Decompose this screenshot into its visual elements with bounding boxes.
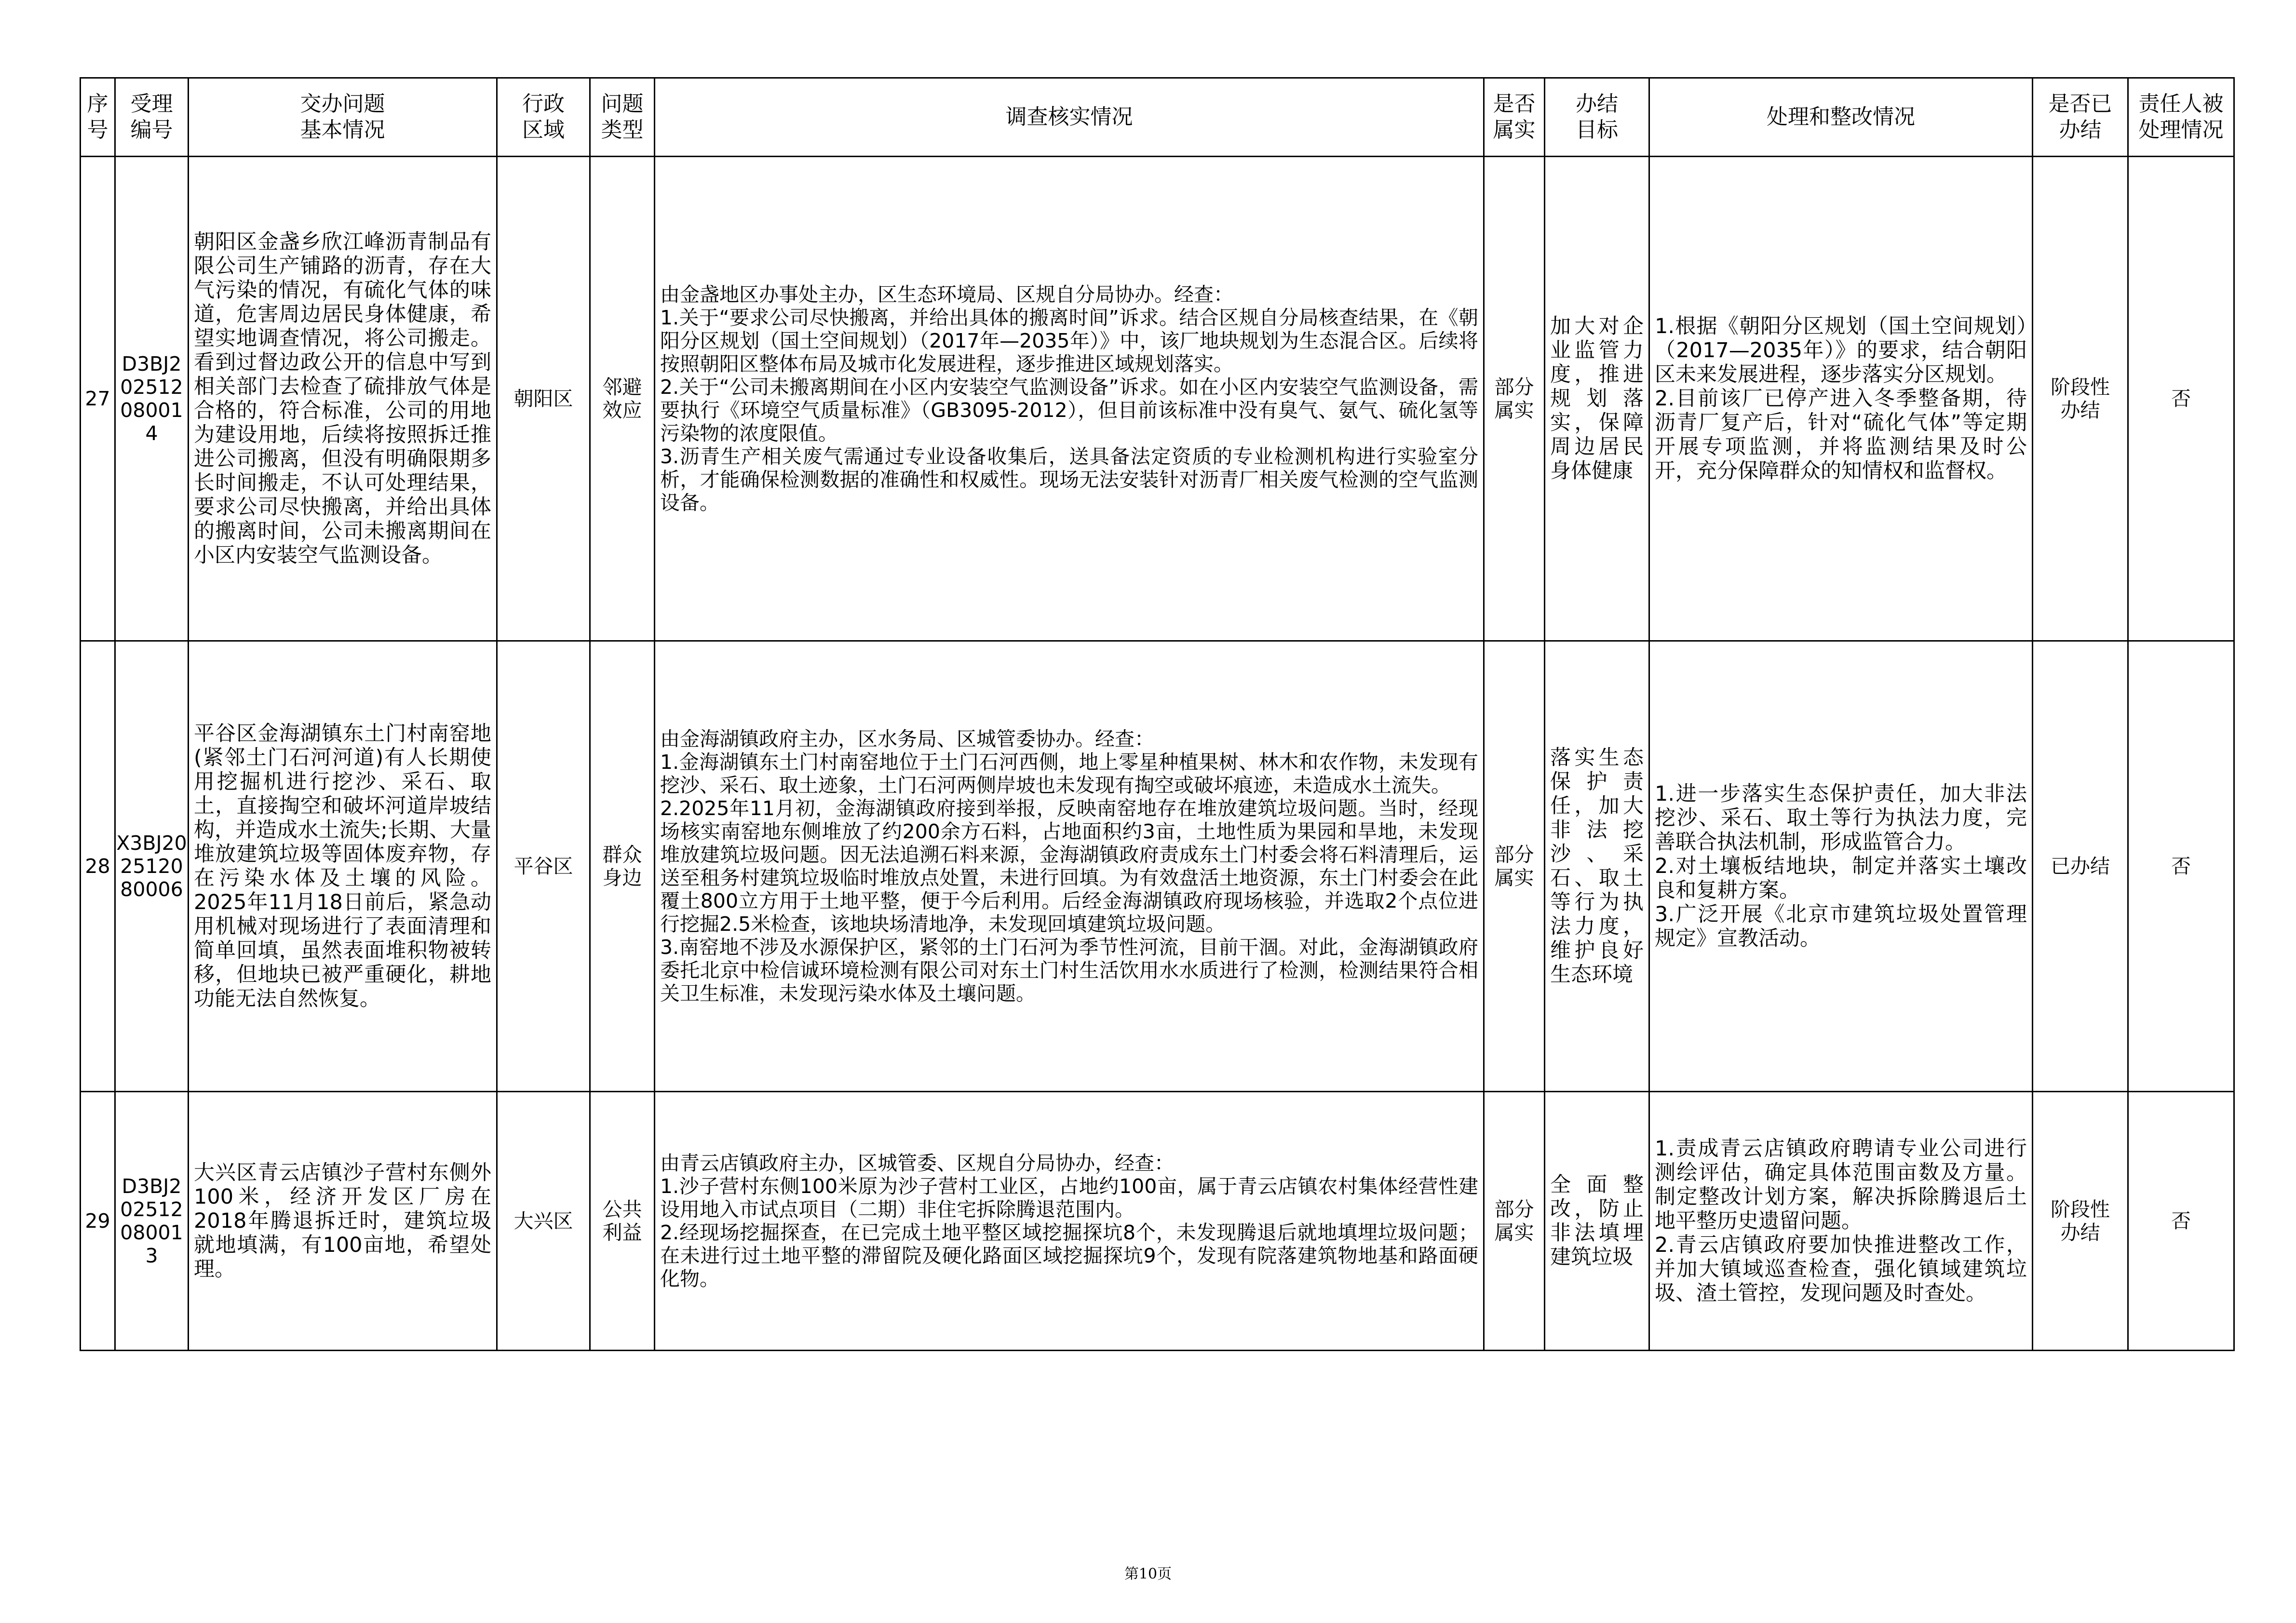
row-goal xyxy=(1545,1092,1649,1351)
row-district: 平谷区 xyxy=(497,641,590,1092)
page-number: 第10页 xyxy=(1124,1566,1172,1583)
row-goal xyxy=(1545,157,1649,641)
row-investigation xyxy=(655,1092,1484,1351)
row-issue xyxy=(189,641,497,1092)
row-seq: 27 xyxy=(81,157,115,641)
row-punishment: 否 xyxy=(2128,641,2234,1092)
row-punishment: 否 xyxy=(2128,157,2234,641)
row-code: D3BJ2 02512 08001 3 xyxy=(115,1092,189,1351)
row-handling xyxy=(1649,157,2033,641)
header-district: 行政 区域 xyxy=(497,78,590,157)
row-verified: 部分 属实 xyxy=(1484,157,1545,641)
header-punishment: 责任人被 处理情况 xyxy=(2128,78,2234,157)
row-district: 大兴区 xyxy=(497,1092,590,1351)
header-verified: 是否 属实 xyxy=(1484,78,1545,157)
handling-text: 1.根据《朝阳分区规划（国土空间规划）（2017—2035年）》的要求，结合朝阳区未来发展进程，逐步落实分区规划。 2.目前该厂已停产进入冬季整备期，待沥青厂复产后，针对“硫化气体”等定期开展专项监测，并将监测结果及时公开，充分保障群众的知情权和监督权。 xyxy=(1655,314,2027,483)
complaint-handling-table xyxy=(80,77,2235,1351)
handling-text: 1.进一步落实生态保护责任，加大非法挖沙、采石、取土等行为执法力度，完善联合执法机制，形成监管合力。 2.对土壤板结地块，制定并落实土壤改良和复耕方案。 3.广泛开展《北京市建筑垃圾处置管理规定》宣教活动。 xyxy=(1655,782,2027,951)
table-row xyxy=(81,157,2234,641)
investigation-text: 由金盏地区办事处主办，区生态环境局、区规自分局协办。经查： 1.关于“要求公司尽快搬离，并给出具体的搬离时间”诉求。结合区规自分局核查结果，在《朝阳分区规划（国土空间规划）（2017年—2035年）》中，该厂地块规划为生态混合区。后续将按照朝阳区整体布局及城市化发展进程，逐步推进区域规划落实。 2.关于“公司未搬离期间在小区内安装空气监测设备”诉求。如在小区内安装空气监测设备，需要执行《环境空气质量标准》（GB3095-2012），但目前该标准中没有臭气、氨气、硫化氢等污染物的浓度限值。 3.沥青生产相关废气需通过专业设备收集后，送具备法定资质的专业检测机构进行实验室分析，才能确保检测数据的准确性和权威性。现场无法安装针对沥青厂相关废气检测的空气监测设备。 xyxy=(660,283,1478,514)
row-handling xyxy=(1649,641,2033,1092)
header-issue: 交办问题 基本情况 xyxy=(189,78,497,157)
issue-text: 朝阳区金盏乡欣江峰沥青制品有限公司生产铺路的沥青，存在大气污染的情况，有硫化气体的味道，危害周边居民身体健康，希望实地调查情况，将公司搬走。看到过督边政公开的信息中写到相关部门去检查了硫排放气体是合格的，符合标准，公司的用地为建设用地，后续将按照拆迁推进公司搬离，但没有明确限期多长时间搬走，不认可处理结果，要求公司尽快搬离，并给出具体的搬离时间，公司未搬离期间在小区内安装空气监测设备。 xyxy=(194,230,491,567)
row-completed: 阶段性 办结 xyxy=(2033,157,2128,641)
row-type: 公共 利益 xyxy=(590,1092,655,1351)
row-district: 朝阳区 xyxy=(497,157,590,641)
row-code: X3BJ20 25120 80006 xyxy=(115,641,189,1092)
header-completed: 是否已 办结 xyxy=(2033,78,2128,157)
row-completed: 已办结 xyxy=(2033,641,2128,1092)
header-handling: 处理和整改情况 xyxy=(1649,78,2033,157)
table-row xyxy=(81,1092,2234,1351)
row-verified: 部分 属实 xyxy=(1484,1092,1545,1351)
row-completed: 阶段性 办结 xyxy=(2033,1092,2128,1351)
goal-text: 加大对企业监管力度，推进规划落实，保障周边居民身体健康 xyxy=(1550,314,1644,483)
handling-text: 1.责成青云店镇政府聘请专业公司进行测绘评估，确定具体范围亩数及方量。制定整改计划方案，解决拆除腾退后土地平整历史遗留问题。 2.青云店镇政府要加快推进整改工作，并加大镇域巡查检查，强化镇域建筑垃圾、渣土管控，发现问题及时查处。 xyxy=(1655,1137,2027,1305)
header-code: 受理 编号 xyxy=(115,78,189,157)
row-punishment: 否 xyxy=(2128,1092,2234,1351)
investigation-text: 由青云店镇政府主办，区城管委、区规自分局协办，经查： 1.沙子营村东侧100米原为沙子营村工业区，占地约100亩，属于青云店镇农村集体经营性建设用地入市试点项目（二期）非住宅拆除腾退范围内。 2.经现场挖掘探查，在已完成土地平整区域挖掘探坑8个，未发现腾退后就地填埋垃圾问题；在未进行过土地平整的滞留院及硬化路面区域挖掘探坑9个，发现有院落建筑物地基和路面硬化物。 xyxy=(660,1152,1478,1290)
header-goal: 办结 目标 xyxy=(1545,78,1649,157)
row-issue xyxy=(189,1092,497,1351)
row-code: D3BJ2 02512 08001 4 xyxy=(115,157,189,641)
row-investigation xyxy=(655,641,1484,1092)
row-handling xyxy=(1649,1092,2033,1351)
header-type: 问题 类型 xyxy=(590,78,655,157)
issue-text: 平谷区金海湖镇东土门村南窑地(紧邻土门石河河道)有人长期使用挖掘机进行挖沙、采石、取土，直接掏空和破坏河道岸坡结构，并造成水土流失;长期、大量堆放建筑垃圾等固体废弃物，存在污染水体及土壤的风险。2025年11月18日前后，紧急动用机械对现场进行了表面清理和简单回填，虽然表面堆积物被转移，但地块已被严重硬化，耕地功能无法自然恢复。 xyxy=(194,722,491,1011)
row-verified: 部分 属实 xyxy=(1484,641,1545,1092)
goal-text: 全面整改，防止非法填埋建筑垃圾 xyxy=(1550,1173,1644,1269)
table-row xyxy=(81,641,2234,1092)
row-seq: 28 xyxy=(81,641,115,1092)
header-investigation: 调查核实情况 xyxy=(655,78,1484,157)
row-type: 群众 身边 xyxy=(590,641,655,1092)
header-seq: 序 号 xyxy=(81,78,115,157)
row-issue xyxy=(189,157,497,641)
row-investigation xyxy=(655,157,1484,641)
header-row xyxy=(81,78,2234,157)
row-goal xyxy=(1545,641,1649,1092)
row-seq: 29 xyxy=(81,1092,115,1351)
goal-text: 落实生态保护责任，加大非法挖沙、采石、取土等行为执法力度，维护良好生态环境 xyxy=(1550,746,1644,987)
issue-text: 大兴区青云店镇沙子营村东侧外100米，经济开发区厂房在2018年腾退拆迁时，建筑垃圾就地填满，有100亩地，希望处理。 xyxy=(194,1161,491,1281)
investigation-text: 由金海湖镇政府主办，区水务局、区城管委协办。经查： 1.金海湖镇东土门村南窑地位于土门石河西侧，地上零星种植果树、林木和农作物，未发现有挖沙、采石、取土迹象，土门石河两侧岸坡也未发现有掏空或破坏痕迹，未造成水土流失。 2.2025年11月初，金海湖镇政府接到举报，反映南窑地存在堆放建筑垃圾问题。当时，经现场核实南窑地东侧堆放了约200余方石料，占地面积约3亩，土地性质为果园和旱地，未发现堆放建筑垃圾问题。因无法追溯石料来源，金海湖镇政府责成东土门村委会将石料清理后，运送至租务村建筑垃圾临时堆放点处置，未进行回填。为有效盘活土地资源，东土门村委会在此覆土800立方用于土地平整，便于今后利用。后经金海湖镇政府现场核验，并选取2个点位进行挖掘2.5米检查，该地块场清地净，未发现回填建筑垃圾问题。 3.南窑地不涉及水源保护区，紧邻的土门石河为季节性河流，目前干涸。对此，金海湖镇政府委托北京中检信诚环境检测有限公司对东土门村生活饮用水水质进行了检测，检测结果符合相关卫生标准，未发现污染水体及土壤问题。 xyxy=(660,727,1478,1005)
row-type: 邻避 效应 xyxy=(590,157,655,641)
